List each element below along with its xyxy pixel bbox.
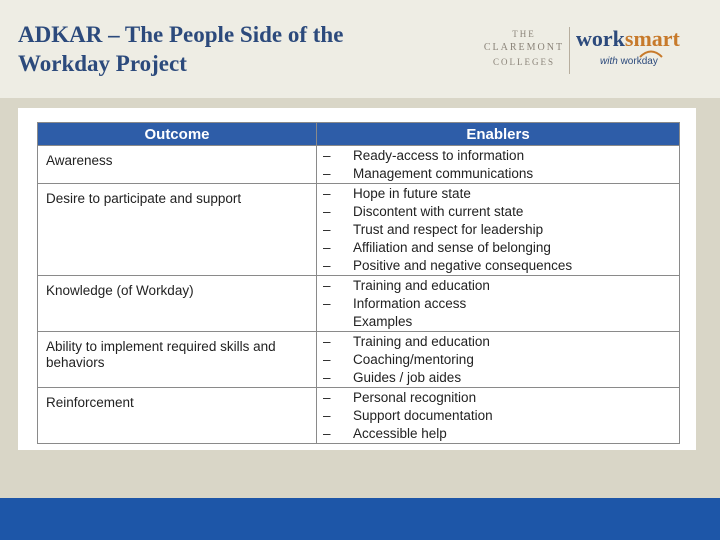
enabler-text: Support documentation	[353, 408, 493, 423]
table-header-row	[38, 123, 680, 146]
table-row	[38, 388, 680, 444]
worksmart-logo	[576, 26, 680, 52]
enabler-text: Examples	[353, 314, 413, 329]
enabler-dash: –	[323, 426, 331, 441]
enabler-dash: –	[323, 390, 331, 405]
enabler-dash: –	[323, 240, 331, 255]
enabler-item	[323, 295, 679, 313]
enabler-text: Discontent with current state	[353, 204, 524, 219]
enablers-cell	[317, 146, 680, 184]
enabler-item	[323, 425, 679, 443]
adkar-table	[37, 122, 680, 444]
outcome-cell: Reinforcement	[38, 388, 317, 444]
enablers-cell	[317, 332, 680, 388]
outcome-cell: Ability to implement required skills and behaviors	[38, 332, 317, 388]
table-row	[38, 332, 680, 388]
slide-header	[0, 0, 720, 98]
enabler-item	[323, 369, 679, 387]
enabler-text: Training and education	[353, 278, 490, 293]
enabler-item	[323, 389, 679, 407]
enabler-text: Trust and respect for leadership	[353, 222, 544, 237]
enabler-dash: –	[323, 370, 331, 385]
enabler-text: Accessible help	[353, 426, 447, 441]
table-row	[38, 276, 680, 332]
claremont-colleges-logo	[478, 27, 570, 69]
enabler-dash: –	[323, 204, 331, 219]
slide-title: ADKAR – The People Side of the Workday Project	[18, 22, 344, 76]
enablers-cell	[317, 276, 680, 332]
enabler-text: Ready-access to information	[353, 148, 525, 163]
outcome-cell: Knowledge (of Workday)	[38, 276, 317, 332]
enabler-item	[323, 239, 679, 257]
outcome-column-header: Outcome	[38, 123, 317, 146]
enabler-item	[323, 313, 679, 331]
enabler-text: Management communications	[353, 166, 534, 181]
enabler-dash: –	[323, 278, 331, 293]
outcome-cell: Desire to participate and support	[38, 184, 317, 276]
tagline-with: with	[600, 56, 618, 67]
enabler-item	[323, 257, 679, 275]
enabler-item	[323, 277, 679, 295]
worksmart-logo-work: work	[576, 26, 625, 51]
enablers-cell	[317, 184, 680, 276]
enabler-text: Guides / job aides	[353, 370, 462, 385]
claremont-logo-line3: COLLEGES	[493, 57, 555, 67]
enablers-cell	[317, 388, 680, 444]
enabler-text: Positive and negative consequences	[353, 258, 573, 273]
logo-divider	[569, 27, 570, 74]
enabler-item	[323, 407, 679, 425]
claremont-logo-line2: CLAREMONT	[483, 42, 565, 53]
enabler-item	[323, 185, 679, 203]
enabler-dash: –	[323, 352, 331, 367]
enabler-text: Affiliation and sense of belonging	[353, 240, 551, 255]
enabler-item	[323, 351, 679, 369]
enabler-dash: –	[323, 296, 331, 311]
worksmart-logo-smart: smart	[624, 26, 680, 51]
enabler-dash: –	[323, 334, 331, 349]
enabler-dash: –	[323, 222, 331, 237]
outcome-cell: Awareness	[38, 146, 317, 184]
enabler-dash: –	[323, 186, 331, 201]
enabler-dash: –	[323, 166, 331, 181]
enabler-text: Hope in future state	[353, 186, 471, 201]
enabler-dash: –	[323, 148, 331, 163]
enablers-column-header: Enablers	[317, 123, 680, 146]
enabler-item	[323, 165, 679, 183]
enabler-text: Personal recognition	[353, 390, 477, 405]
enabler-item	[323, 221, 679, 239]
enabler-text: Training and education	[353, 334, 490, 349]
enabler-dash: –	[323, 258, 331, 273]
claremont-logo-line1: THE	[512, 29, 536, 39]
enabler-dash: –	[323, 408, 331, 423]
enabler-item	[323, 203, 679, 221]
enabler-text: Information access	[353, 296, 467, 311]
enabler-text: Coaching/mentoring	[353, 352, 474, 367]
table-row	[38, 146, 680, 184]
worksmart-tagline	[600, 56, 658, 67]
footer-bar	[0, 498, 720, 540]
enabler-item	[323, 333, 679, 351]
enabler-item	[323, 147, 679, 165]
tagline-workday: workday	[620, 56, 658, 67]
table-row	[38, 184, 680, 276]
